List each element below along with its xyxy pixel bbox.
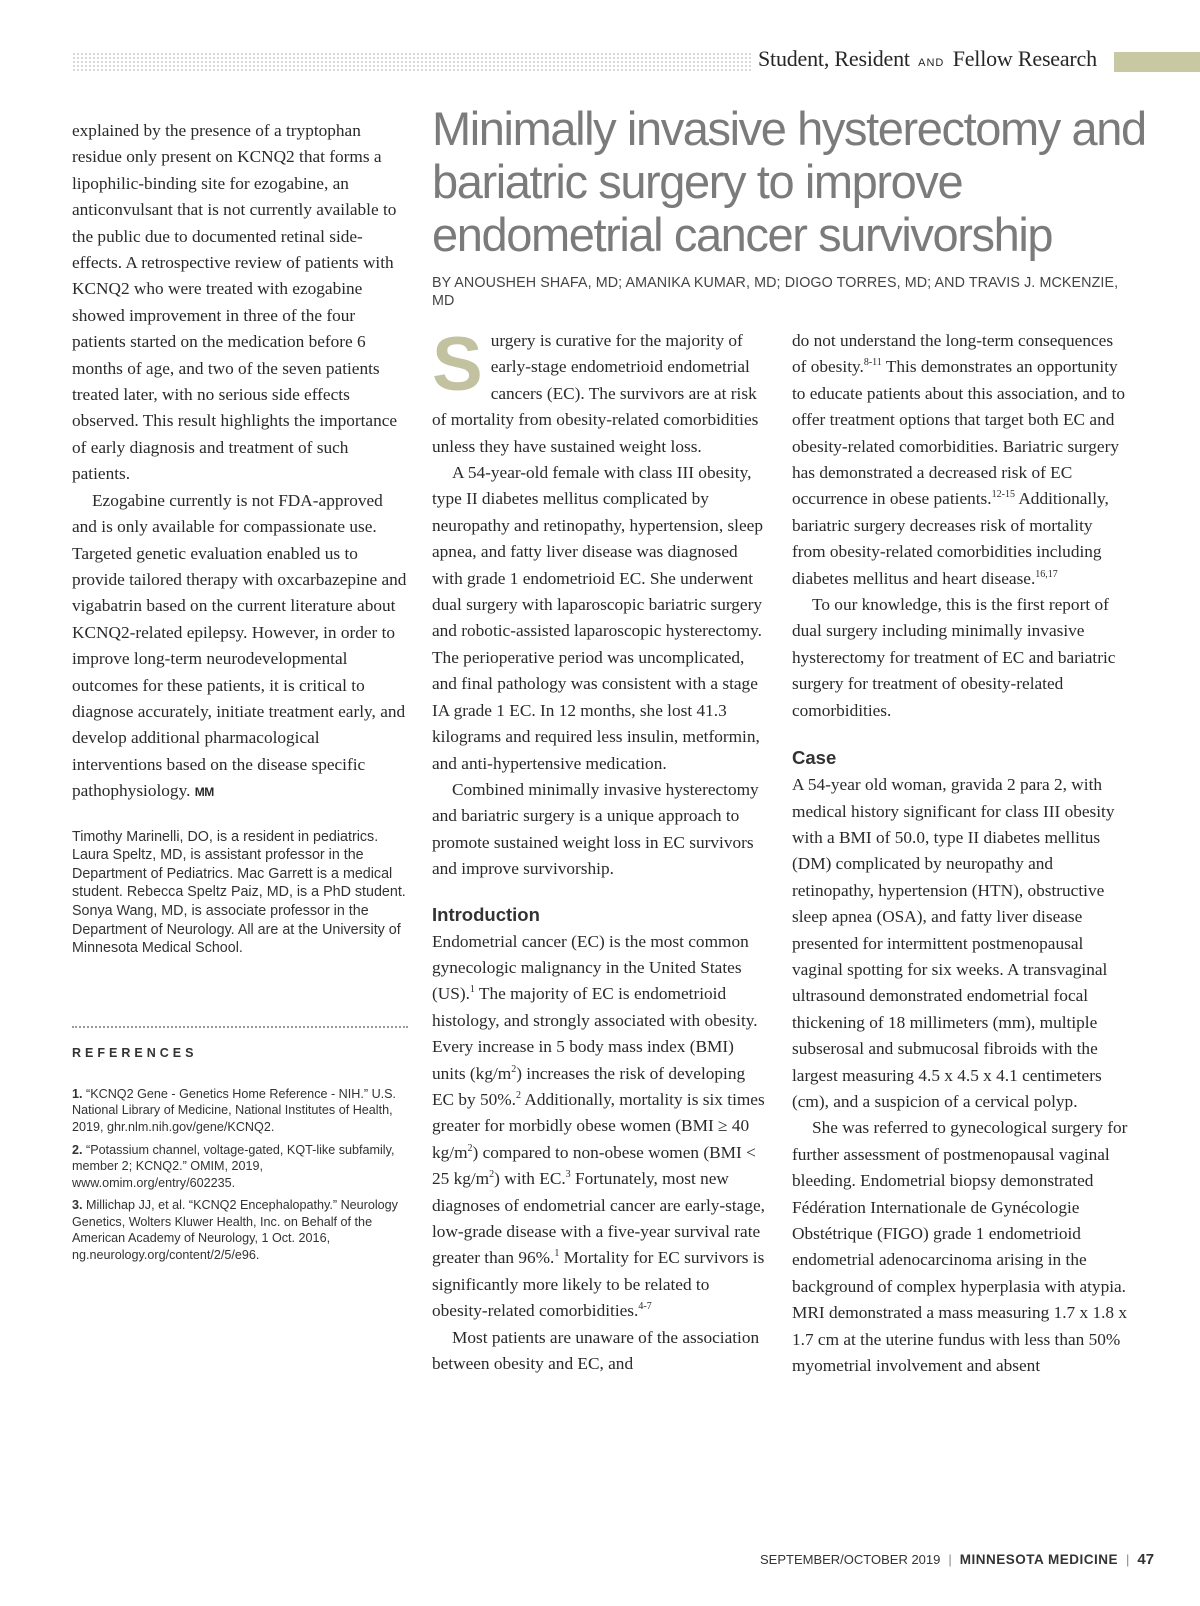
footer-divider: | bbox=[948, 1552, 952, 1567]
citation-ref: 16,17 bbox=[1035, 568, 1058, 580]
reference-text: “KCNQ2 Gene - Genetics Home Reference - NIH.” U.S. National Library of Medicine, National Institutes of Health, 2019, ghr.nlm.nih.gov/gene/KCNQ2. bbox=[72, 1086, 397, 1134]
intro-paragraph-3: Combined minimally invasive hysterectomy and bariatric surgery is a unique approach to promote sustained weight loss in EC survivors and improve survivorship. bbox=[432, 779, 759, 879]
section-label-part2: Fellow Research bbox=[952, 46, 1097, 71]
references-heading: REFERENCES bbox=[72, 1045, 198, 1060]
right-paragraph-1 bbox=[792, 328, 1128, 592]
references-divider bbox=[72, 1026, 408, 1028]
reference-item bbox=[72, 1142, 408, 1192]
exponent: 2 bbox=[511, 1063, 517, 1075]
citation-ref: 8-11 bbox=[863, 357, 882, 369]
reference-number: 1. bbox=[72, 1086, 83, 1101]
footer-divider: | bbox=[1126, 1552, 1130, 1567]
left-paragraph-1: explained by the presence of a tryptophan residue only present on KCNQ2 that forms a lipophilic-binding site for ezogabine, an anticonvulsant that is not currently available to the public due to documented retinal side-effects. A retrospective review of patients with KCNQ2 who were treated with ezogabine showed improvement in three of the four patients started on the medication before 6 months of age, and two of the seven patients treated later, with no serious side effects observed. This result highlights the importance of early diagnosis and treatment of such patients. bbox=[72, 121, 398, 484]
issue-date: SEPTEMBER/OCTOBER 2019 bbox=[760, 1552, 941, 1567]
left-paragraph-2-text: Ezogabine currently is not FDA-approved and is only available for compassionate use. Targeted genetic evaluation enabled us to provide tailored therapy with oxcarbazepine and vigabatrin based on the current literature about KCNQ2-related epilepsy. However, in order to improve long-term neurodevelopmental outcomes for these patients, it is critical to diagnose accurately, initiate treatment early, and develop additional pharmacological interventions based on the disease specific pathophysiology. bbox=[72, 490, 407, 801]
author-bio: Timothy Marinelli, DO, is a resident in pediatrics. Laura Speltz, MD, is assistant professor in the Department of Pediatrics. Mac Garrett is a medical student. Rebecca Speltz Paiz, MD, is a PhD student. Sonya Wang, MD, is associate professor in the Department of Neurology. All are at the University of Minnesota Medical School. bbox=[72, 828, 406, 957]
intro-text: Additionally, mortality is six times greater for morbidly obese women (BMI ≥ 40 kg/m bbox=[432, 1089, 765, 1162]
intro-text: Fortunately, most new diagnoses of endometrial cancer are early-stage, low-grade disease with a five-year survival rate greater than 96%. bbox=[432, 1169, 765, 1268]
right-text: Additionally, bariatric surgery decreases risk of mortality from obesity-related comorbidities including diabetes mellitus and heart disease. bbox=[792, 489, 1109, 588]
reference-number: 2. bbox=[72, 1142, 83, 1157]
intro-text: ) increases the risk of developing EC by 50%. bbox=[432, 1063, 746, 1109]
right-paragraph-2: To our knowledge, this is the first report of dual surgery including minimally invasive hysterectomy for treatment of EC and bariatric surgery for treatment of obesity-related comorbidities. bbox=[792, 595, 1116, 720]
article-byline: BY ANOUSHEH SHAFA, MD; AMANIKA KUMAR, MD; DIOGO TORRES, MD; AND TRAVIS J. MCKENZIE, MD bbox=[432, 275, 1119, 309]
case-paragraph-2: She was referred to gynecological surgery for further assessment of postmenopausal vaginal bleeding. Endometrial biopsy demonstrated Fédération Internationale de Gynécologie Obstétrique (FIGO) grade 1 endometrioid endometrial adenocarcinoma arising in the background of complex hyperplasia with atypia. MRI demonstrated a mass measuring 1.7 x 1.8 x 1.7 cm at the uterine fundus with less than 50% myometrial involvement and absent bbox=[792, 1118, 1128, 1376]
citation-ref: 1 bbox=[554, 1248, 560, 1260]
header-accent-bar bbox=[1114, 52, 1200, 72]
case-paragraph-1: A 54-year old woman, gravida 2 para 2, with medical history significant for class III obesity with a BMI of 50.0, type II diabetes mellitus (DM) complicated by neuropathy and retinopathy, hypertension (HTN), obstructive sleep apnea (OSA), and fatty liver disease presented for intermittent postmenopausal vaginal spotting for six weeks. A transvaginal ultrasound demonstrated endometrial focal thickening of 18 millimeters (mm), multiple subserosal and submucosal fibroids with the largest measuring 4.5 x 4.5 x 4.1 centimeters (cm), and a suspicion of a cervical polyp. bbox=[792, 775, 1115, 1111]
citation-ref: 4-7 bbox=[638, 1301, 652, 1313]
header-dot-pattern bbox=[72, 52, 752, 72]
citation-ref: 12-15 bbox=[991, 489, 1015, 501]
left-column bbox=[72, 118, 408, 1270]
publication-name: MINNESOTA MEDICINE bbox=[959, 1552, 1119, 1567]
exponent: 2 bbox=[467, 1143, 473, 1155]
reference-item bbox=[72, 1086, 408, 1136]
introduction-heading: Introduction bbox=[432, 903, 540, 925]
right-text: do not understand the long-term consequences of obesity. bbox=[792, 331, 1114, 377]
drop-cap: S bbox=[432, 322, 483, 407]
page-header bbox=[72, 44, 1200, 74]
page-footer bbox=[760, 1551, 1155, 1568]
exponent: 2 bbox=[489, 1169, 495, 1181]
left-paragraph-2 bbox=[72, 488, 408, 806]
citation-ref: 2 bbox=[516, 1090, 522, 1102]
article-title: Minimally invasive hysterectomy and bariatric surgery to improve endometrial cancer survivorship bbox=[432, 102, 1146, 261]
reference-number: 3. bbox=[72, 1198, 83, 1213]
intro-paragraph-2: A 54-year-old female with class III obesity, type II diabetes mellitus complicated by neuropathy and retinopathy, hypertension, sleep apnea, and fatty liver disease was diagnosed with grade 1 endometrioid EC. She underwent dual surgery with laparoscopic bariatric surgery and robotic-assisted laparoscopic hysterectomy. The perioperative period was uncomplicated, and final pathology was consistent with a stage IA grade 1 EC. In 12 months, she lost 41.3 kilograms and required less insulin, metformin, and anti-hypertensive medication. bbox=[432, 463, 763, 773]
intro-paragraph-1 bbox=[432, 322, 766, 460]
reference-text: “Potassium channel, voltage-gated, KQT-like subfamily, member 2; KCNQ2.” OMIM, 2019, www.omim.org/entry/602235. bbox=[72, 1142, 395, 1190]
section-label-and: AND bbox=[918, 57, 945, 69]
citation-ref: 3 bbox=[565, 1169, 571, 1181]
right-text: This demonstrates an opportunity to educate patients about this association, and to offer treatment options that target both EC and obesity-related comorbidities. Bariatric surgery has demonstrated a decreased risk of EC occurrence in obese patients. bbox=[792, 357, 1126, 509]
intro-text: ) with EC. bbox=[494, 1169, 566, 1189]
right-column bbox=[792, 328, 1128, 1379]
introduction-paragraph bbox=[432, 929, 766, 1325]
reference-text: Millichap JJ, et al. “KCNQ2 Encephalopathy.” Neurology Genetics, Wolters Kluwer Health, Inc. on Behalf of the American Academy of Neurology, 1 Oct. 2016, ng.neurology.org/content/2/5/e96. bbox=[72, 1198, 398, 1263]
citation-ref: 1 bbox=[469, 984, 475, 996]
references-list bbox=[72, 1086, 408, 1264]
intro-paragraph-1-text: urgery is curative for the majority of early-stage endometrioid endometrial cancers (EC). The survivors are at risk of mortality from obesity-related comorbidities unless they have sustained weight loss. bbox=[432, 331, 759, 456]
intro-text: The majority of EC is endometrioid histology, and strongly associated with obesity. Every increase in 5 body mass index (BMI) units (kg/m bbox=[432, 984, 758, 1083]
intro-text: Mortality for EC survivors is significantly more likely to be related to obesity-related comorbidities. bbox=[432, 1248, 765, 1321]
section-label-part1: Student, Resident bbox=[758, 46, 910, 71]
end-mark: MM bbox=[194, 785, 214, 800]
page-number: 47 bbox=[1137, 1551, 1155, 1568]
reference-item bbox=[72, 1197, 408, 1263]
intro-text: Endometrial cancer (EC) is the most common gynecologic malignancy in the United States (US). bbox=[432, 931, 749, 1004]
intro-paragraph-5: Most patients are unaware of the association between obesity and EC, and bbox=[432, 1327, 760, 1374]
intro-text: ) compared to non-obese women (BMI < 25 kg/m bbox=[432, 1142, 756, 1189]
case-heading: Case bbox=[792, 747, 837, 769]
middle-column bbox=[432, 322, 766, 1377]
